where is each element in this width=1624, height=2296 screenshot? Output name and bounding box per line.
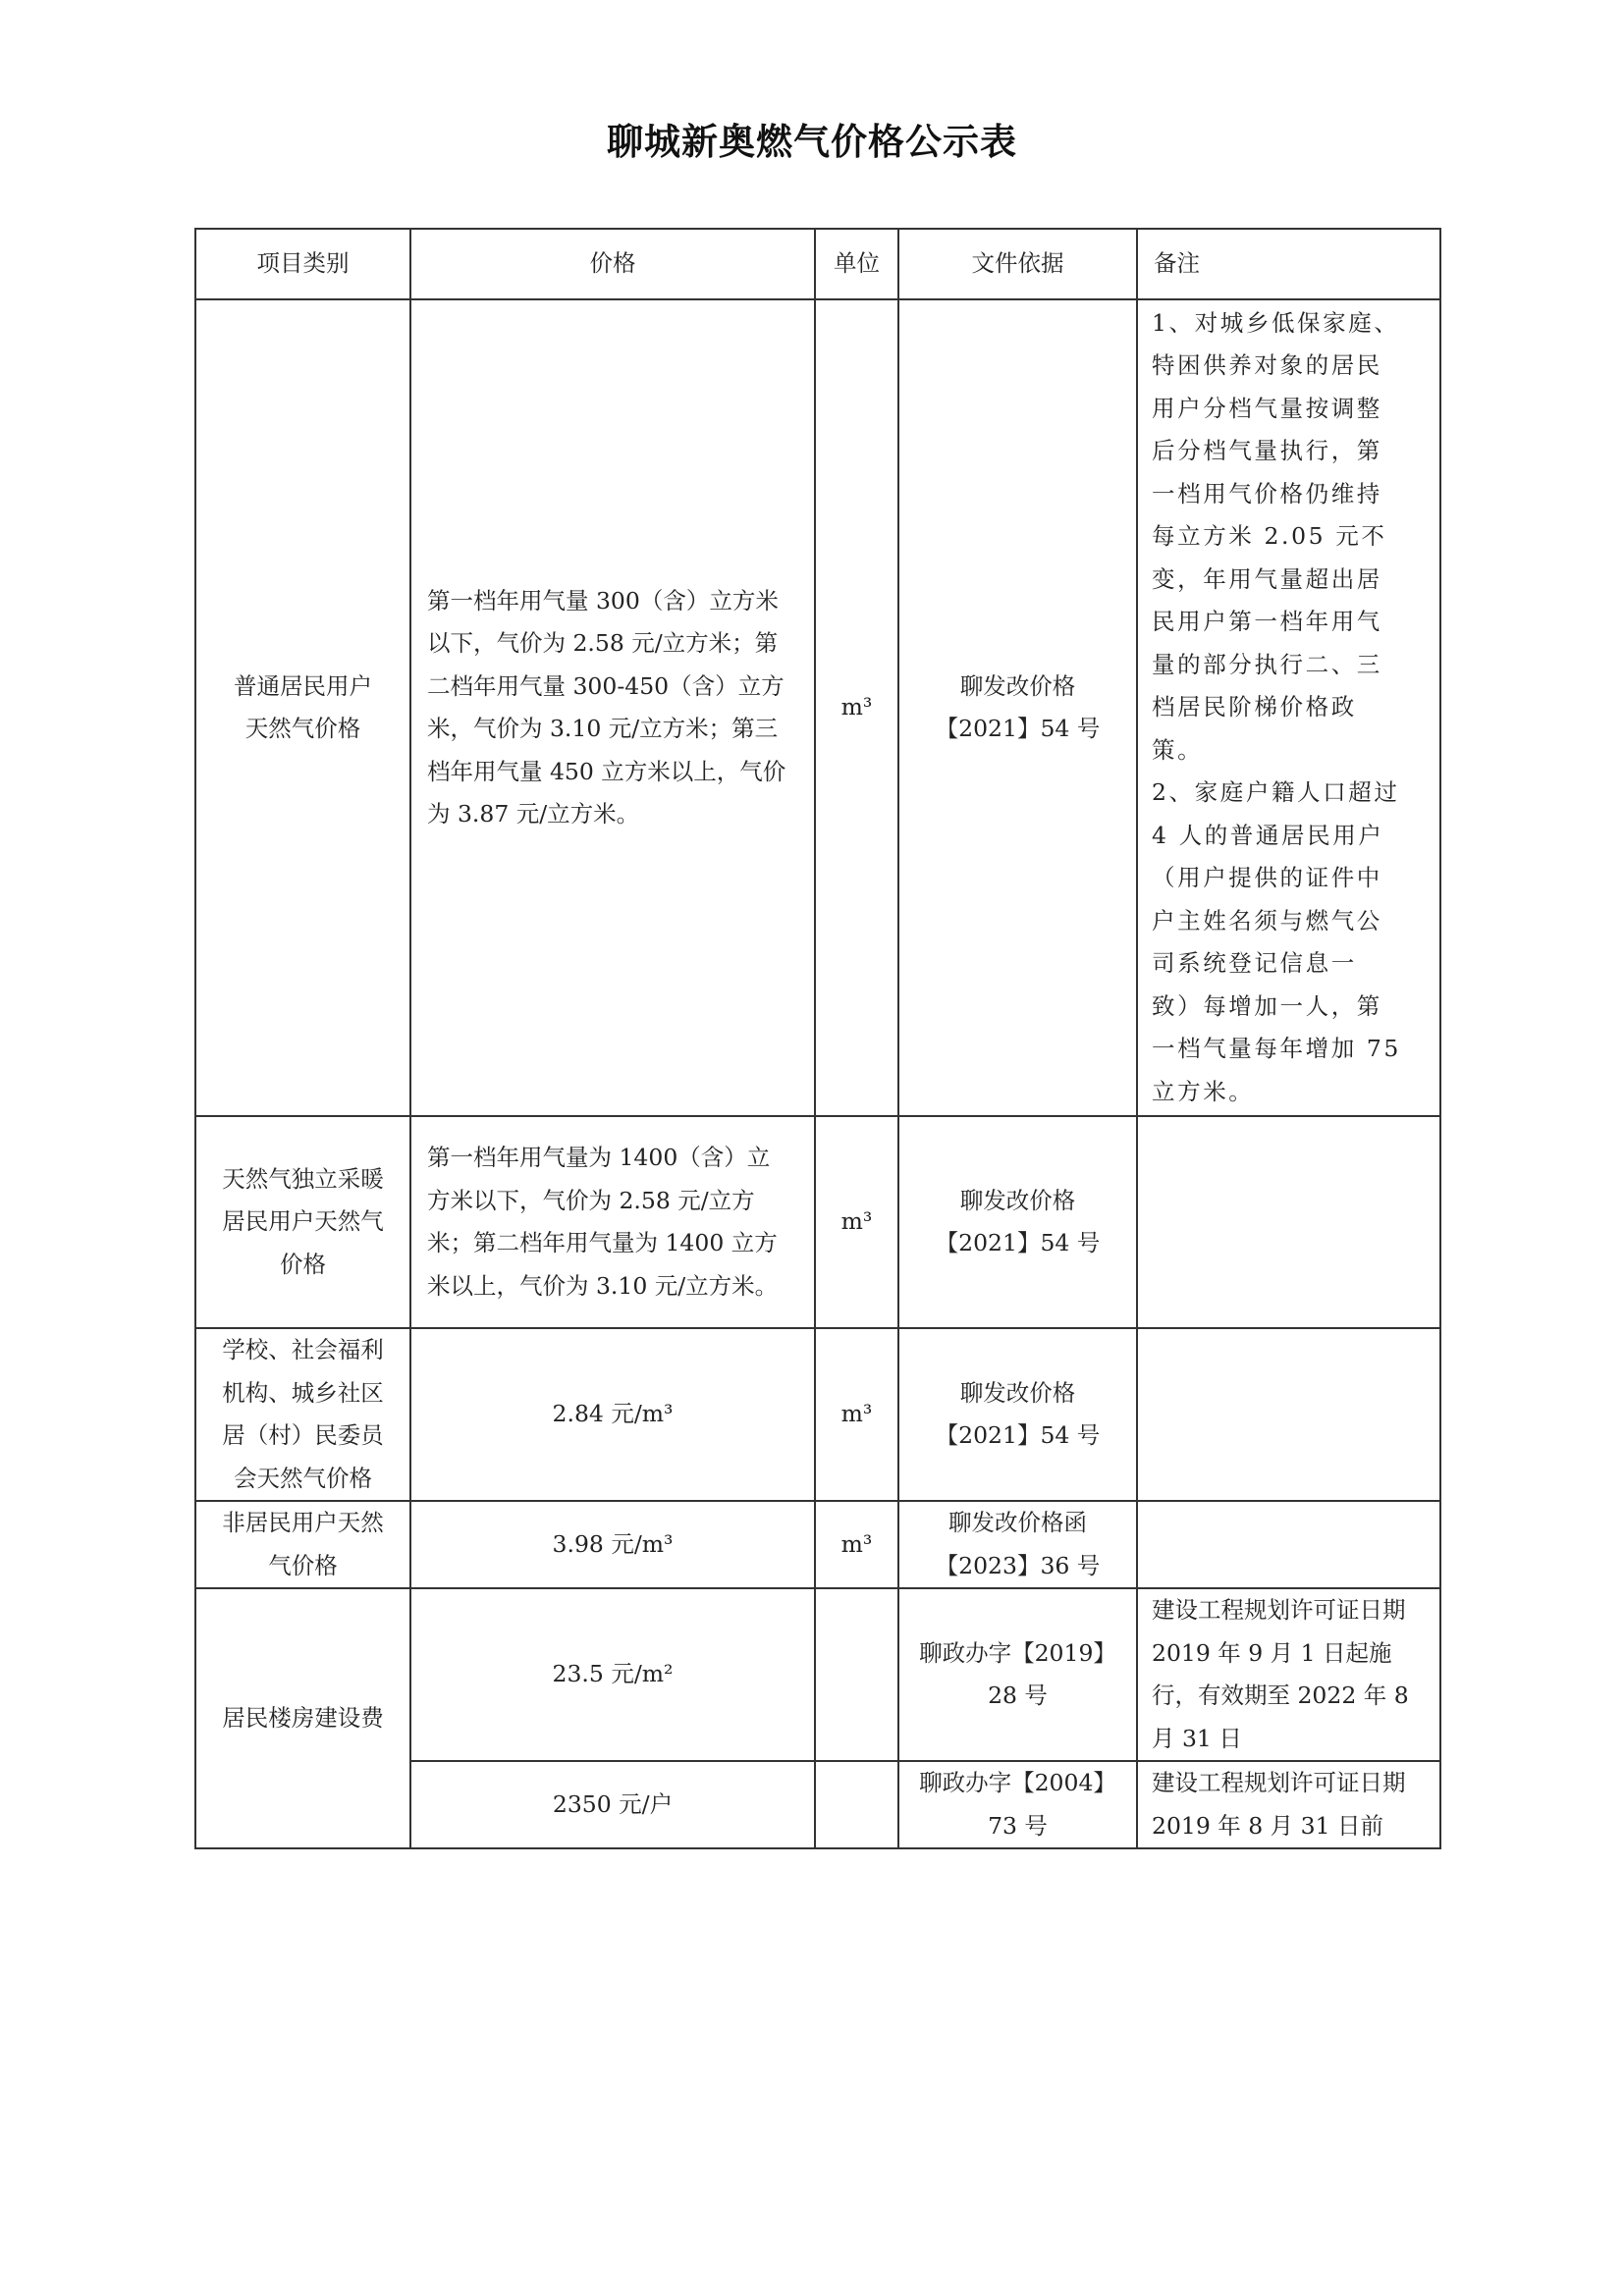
note-line: 2019 年 8 月 31 日前 bbox=[1152, 1811, 1384, 1840]
note-line: 月 31 日 bbox=[1152, 1724, 1242, 1752]
note-line: 一档气量每年增加 75 bbox=[1152, 1035, 1401, 1063]
note-line: 后分档气量执行，第 bbox=[1152, 437, 1382, 465]
category-line: 天然气独立采暖 bbox=[222, 1164, 384, 1193]
category-line: 机构、城乡社区 bbox=[222, 1378, 384, 1407]
price-line: 第一档年用气量为 1400（含）立 bbox=[427, 1144, 771, 1171]
basis-line: 28 号 bbox=[988, 1682, 1048, 1709]
price-line: 3.98 元/m³ bbox=[552, 1529, 674, 1558]
price-line: 以下，气价为 2.58 元/立方米；第 bbox=[427, 629, 779, 657]
note-line: 档居民阶梯价格政 bbox=[1152, 693, 1357, 721]
category-line: 普通居民用户 bbox=[234, 671, 372, 700]
note-line: 建设工程规划许可证日期 bbox=[1152, 1596, 1406, 1624]
note-line: 致）每增加一人，第 bbox=[1152, 991, 1382, 1020]
price-table bbox=[194, 228, 1441, 1849]
note-line: 立方米。 bbox=[1152, 1077, 1255, 1105]
category-cell bbox=[195, 1328, 410, 1501]
header-category: 项目类别 bbox=[195, 229, 410, 299]
header-unit: 单位 bbox=[815, 229, 898, 299]
price-line: 米；第二档年用气量为 1400 立方 bbox=[427, 1229, 778, 1256]
note-line: 一档用气价格仍维持 bbox=[1152, 479, 1382, 507]
note-line: 策。 bbox=[1152, 735, 1204, 764]
basis-line: 聊发改价格函 bbox=[948, 1509, 1087, 1536]
category-line: 居（村）民委员 bbox=[222, 1421, 384, 1449]
category-line: 天然气价格 bbox=[244, 715, 361, 742]
basis-line: 【2021】54 号 bbox=[935, 715, 1101, 742]
table-row bbox=[195, 1328, 1440, 1501]
category-line: 学校、社会福利 bbox=[222, 1336, 384, 1363]
category-cell bbox=[195, 1501, 410, 1588]
price-line: 为 3.87 元/立方米。 bbox=[427, 800, 640, 828]
note-cell bbox=[1137, 1328, 1440, 1501]
basis-cell bbox=[898, 1501, 1137, 1588]
price-line: 23.5 元/m² bbox=[552, 1660, 674, 1688]
basis-line: 73 号 bbox=[988, 1811, 1048, 1840]
note-line: 变，年用气量超出居 bbox=[1152, 564, 1382, 593]
unit-cell: m³ bbox=[815, 1328, 898, 1501]
header-basis: 文件依据 bbox=[898, 229, 1137, 299]
unit-cell bbox=[815, 1588, 898, 1761]
basis-line: 聊发改价格 bbox=[959, 1186, 1076, 1214]
note-line: 民用户第一档年用气 bbox=[1152, 608, 1382, 636]
basis-cell bbox=[898, 1328, 1137, 1501]
note-cell bbox=[1137, 1501, 1440, 1588]
note-cell bbox=[1137, 1116, 1440, 1328]
category-line: 居民用户天然气 bbox=[222, 1207, 384, 1236]
table-header-row bbox=[195, 229, 1440, 299]
table-row bbox=[195, 1501, 1440, 1588]
price-line: 第一档年用气量 300（含）立方米 bbox=[427, 586, 779, 614]
basis-line: 【2021】54 号 bbox=[935, 1229, 1101, 1256]
unit-cell: m³ bbox=[815, 1501, 898, 1588]
price-line: 二档年用气量 300-450（含）立方 bbox=[427, 671, 785, 700]
note-cell bbox=[1137, 1761, 1440, 1848]
basis-line: 聊发改价格 bbox=[959, 671, 1076, 700]
price-line: 米，气价为 3.10 元/立方米；第三 bbox=[427, 715, 779, 742]
price-line: 方米以下，气价为 2.58 元/立方 bbox=[427, 1186, 755, 1214]
note-cell bbox=[1137, 299, 1440, 1116]
table-row bbox=[195, 1116, 1440, 1328]
header-note: 备注 bbox=[1137, 229, 1440, 299]
basis-line: 聊发改价格 bbox=[959, 1378, 1076, 1407]
basis-line: 聊政办字【2004】 bbox=[919, 1769, 1116, 1796]
table-row bbox=[195, 1588, 1440, 1761]
price-cell bbox=[410, 1588, 815, 1761]
note-line: 1、对城乡低保家庭、 bbox=[1152, 308, 1400, 337]
note-line: 司系统登记信息一 bbox=[1152, 949, 1357, 978]
unit-cell: m³ bbox=[815, 299, 898, 1116]
price-line: 米以上，气价为 3.10 元/立方米。 bbox=[427, 1271, 779, 1300]
basis-line: 聊政办字【2019】 bbox=[919, 1638, 1116, 1667]
note-line: 用户分档气量按调整 bbox=[1152, 394, 1382, 422]
note-line: （用户提供的证件中 bbox=[1152, 864, 1382, 892]
category-line: 居民楼房建设费 bbox=[222, 1703, 384, 1732]
price-cell bbox=[410, 1328, 815, 1501]
price-cell bbox=[410, 1761, 815, 1848]
note-line: 行，有效期至 2022 年 8 bbox=[1152, 1682, 1409, 1709]
page-title: 聊城新奥燃气价格公示表 bbox=[607, 121, 1017, 163]
basis-cell bbox=[898, 1116, 1137, 1328]
category-line: 气价格 bbox=[268, 1551, 338, 1579]
price-line: 档年用气量 450 立方米以上，气价 bbox=[427, 757, 786, 785]
note-line: 每立方米 2.05 元不 bbox=[1152, 522, 1387, 551]
price-line: 2.84 元/m³ bbox=[552, 1400, 674, 1428]
note-line: 建设工程规划许可证日期 bbox=[1152, 1769, 1406, 1796]
category-line: 价格 bbox=[280, 1250, 326, 1278]
category-cell bbox=[195, 1588, 410, 1848]
price-line: 2350 元/户 bbox=[552, 1789, 674, 1818]
price-cell bbox=[410, 1116, 815, 1328]
price-cell bbox=[410, 299, 815, 1116]
category-line: 非居民用户天然 bbox=[222, 1509, 384, 1536]
basis-cell bbox=[898, 299, 1137, 1116]
basis-line: 【2021】54 号 bbox=[935, 1421, 1101, 1449]
unit-cell: m³ bbox=[815, 1116, 898, 1328]
note-line: 2、家庭户籍人口超过 bbox=[1152, 778, 1400, 807]
table-row bbox=[195, 299, 1440, 1116]
note-line: 量的部分执行二、三 bbox=[1152, 650, 1382, 678]
header-price: 价格 bbox=[410, 229, 815, 299]
category-line: 会天然气价格 bbox=[234, 1464, 372, 1492]
price-cell bbox=[410, 1501, 815, 1588]
unit-cell bbox=[815, 1761, 898, 1848]
basis-cell bbox=[898, 1588, 1137, 1761]
note-line: 4 人的普通居民用户 bbox=[1152, 821, 1384, 849]
note-line: 特困供养对象的居民 bbox=[1152, 351, 1382, 380]
basis-cell bbox=[898, 1761, 1137, 1848]
category-cell bbox=[195, 1116, 410, 1328]
basis-line: 【2023】36 号 bbox=[935, 1551, 1101, 1579]
note-line: 户主姓名须与燃气公 bbox=[1152, 906, 1382, 934]
note-cell bbox=[1137, 1588, 1440, 1761]
note-line: 2019 年 9 月 1 日起施 bbox=[1152, 1638, 1392, 1667]
category-cell bbox=[195, 299, 410, 1116]
